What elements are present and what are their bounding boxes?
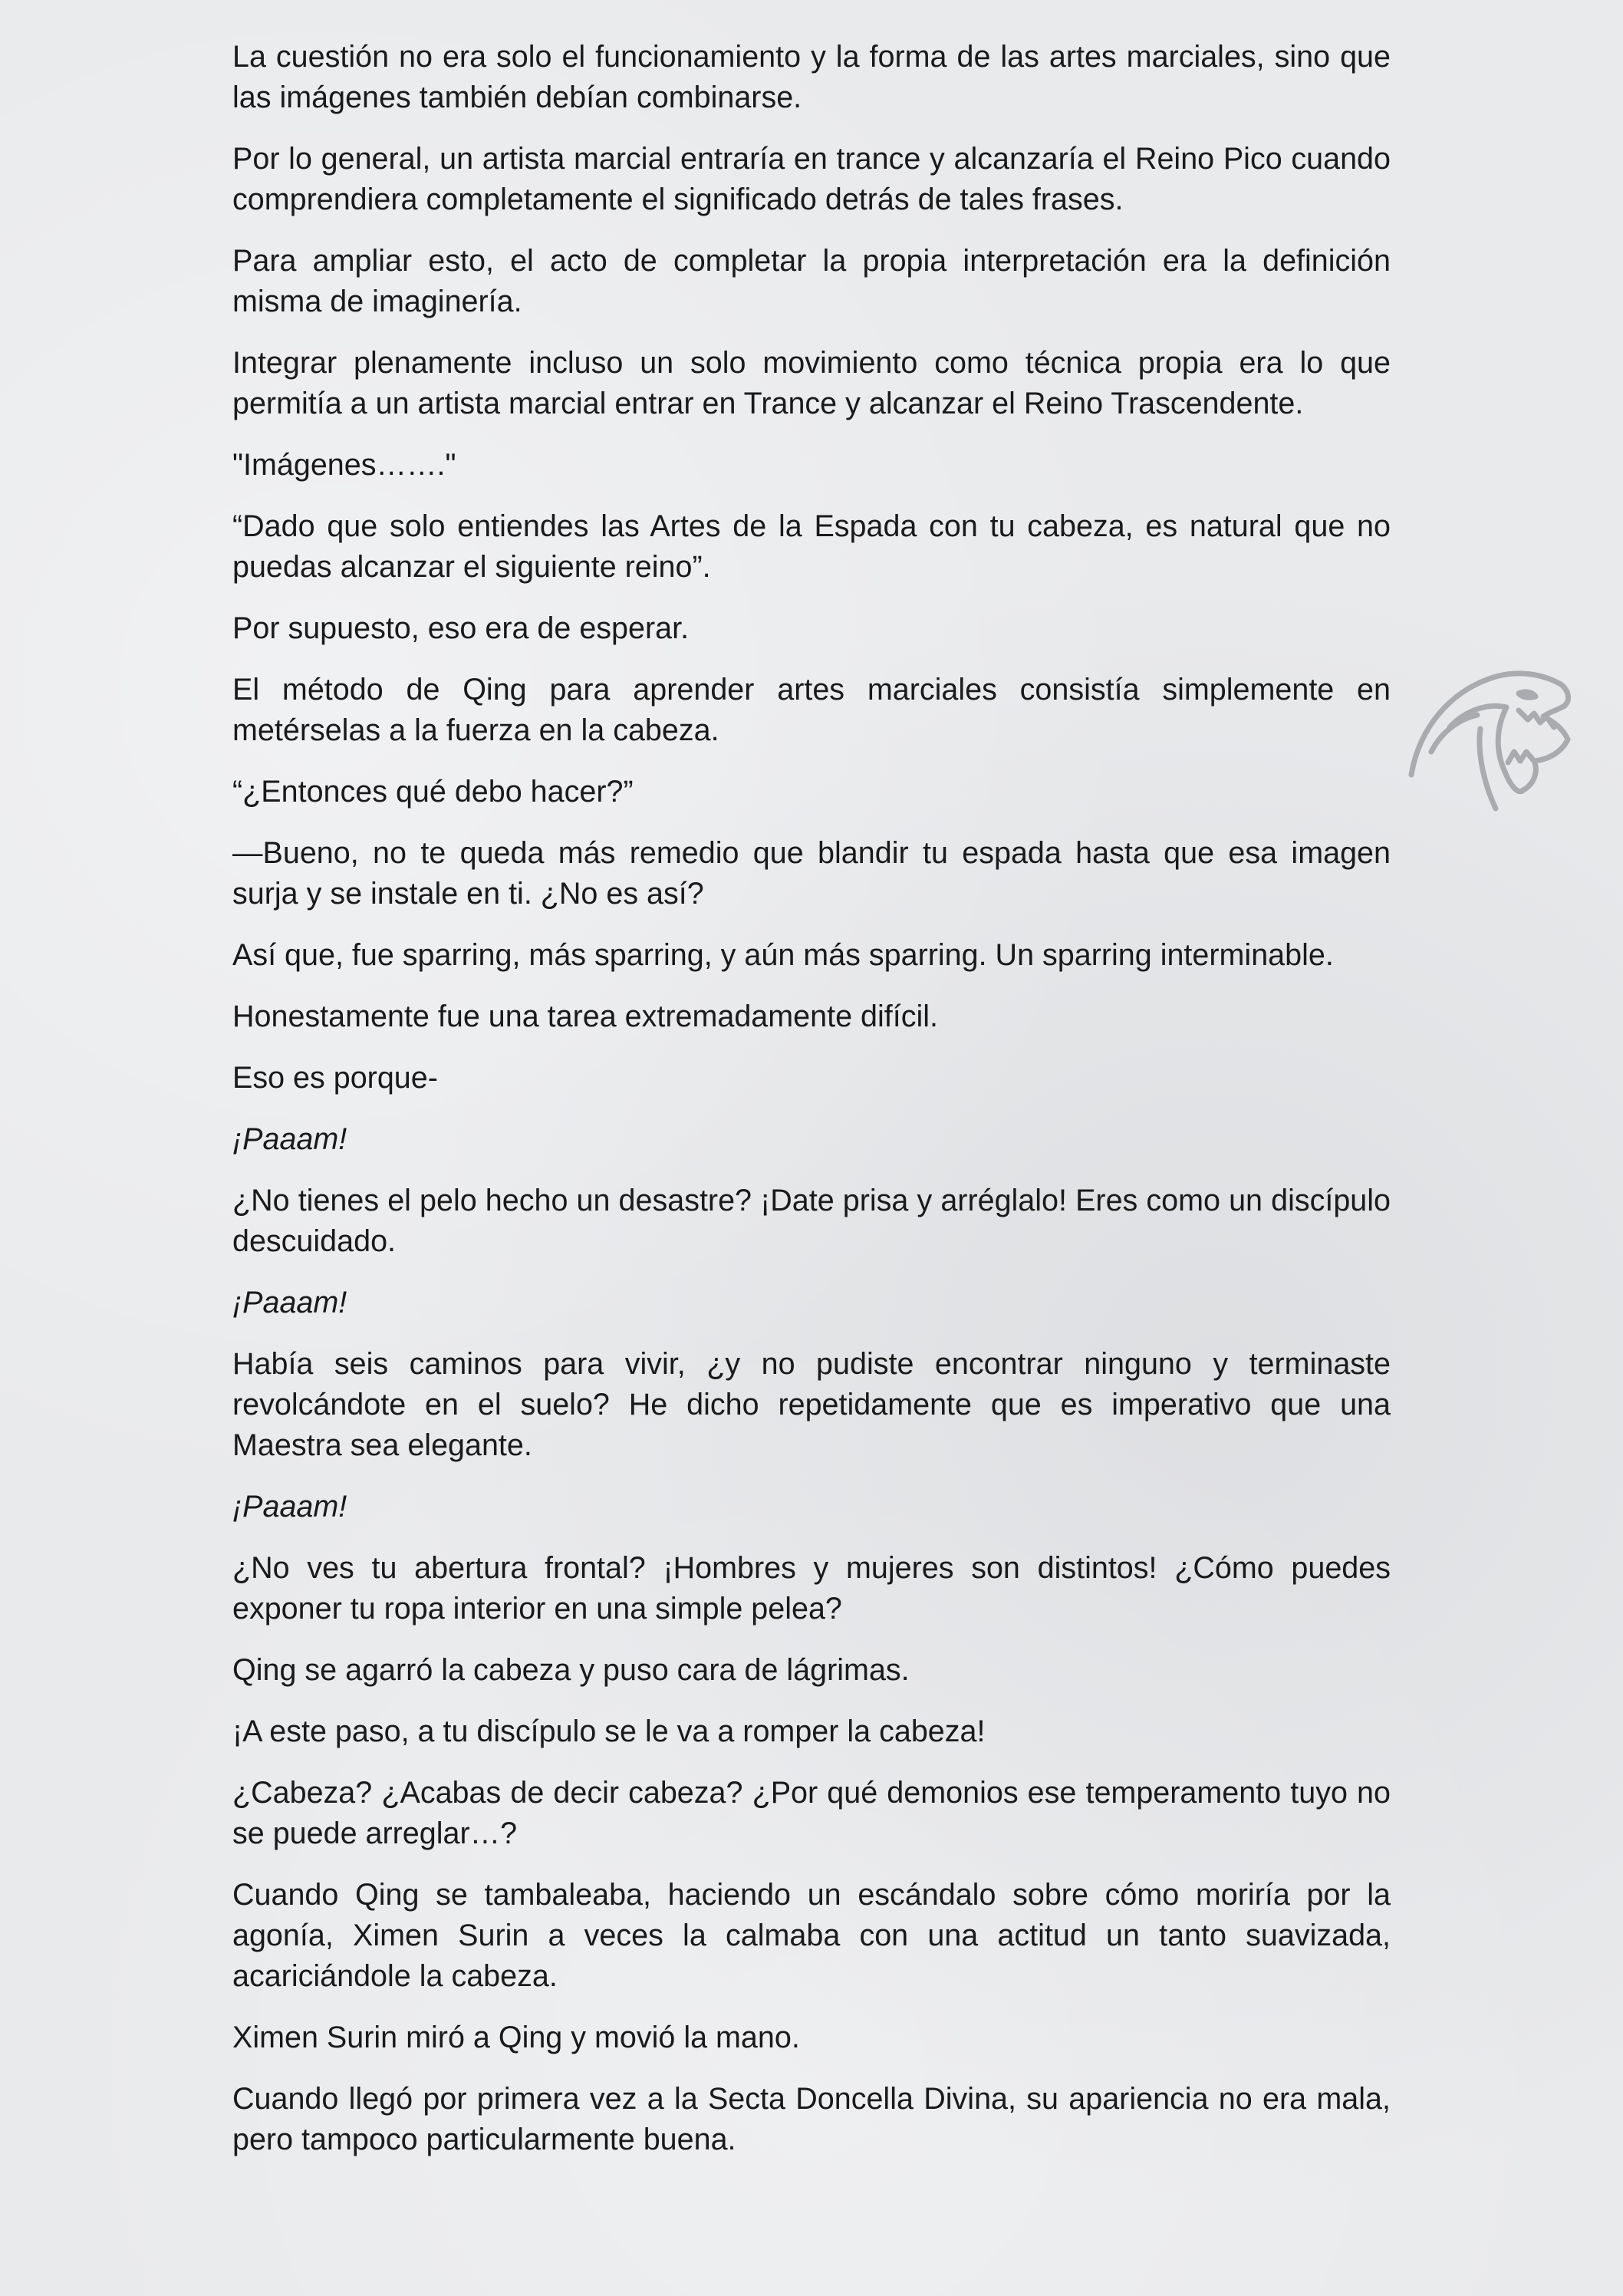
- paragraph-2: Por lo general, un artista marcial entraría en trance y alcanzaría el Reino Pico cuando comprendiera completamente el significado detrás de tales frases.: [232, 142, 1391, 216]
- paragraph-24: Ximen Surin miró a Qing y movió la mano.: [232, 2021, 800, 2054]
- paragraph-15: ¿No tienes el pelo hecho un desastre? ¡Date prisa y arréglalo! Eres como un discípulo descuidado.: [232, 1184, 1391, 1258]
- paragraph-16: ¡Paaam!: [232, 1286, 347, 1319]
- paragraph-10: —Bueno, no te queda más remedio que blandir tu espada hasta que esa imagen surja y se instale en ti. ¿No es así?: [232, 836, 1391, 911]
- paragraph-4: Integrar plenamente incluso un solo movimiento como técnica propia era lo que permitía a un artista marcial entrar en Trance y alcanzar el Reino Trascendente.: [232, 346, 1391, 420]
- paragraph-5: "Imágenes…….": [232, 448, 456, 482]
- dinosaur-head-logo-icon: [1404, 637, 1580, 828]
- paragraph-17: Había seis caminos para vivir, ¿y no pudiste encontrar ninguno y terminaste revolcándote en el suelo? He dicho repetidamente que es imperativo que una Maestra sea elegante.: [232, 1347, 1391, 1462]
- paragraph-18: ¡Paaam!: [232, 1490, 347, 1524]
- paragraph-19: ¿No ves tu abertura frontal? ¡Hombres y mujeres son distintos! ¿Cómo puedes exponer tu ropa interior en una simple pelea?: [232, 1551, 1391, 1626]
- paragraph-9: “¿Entonces qué debo hacer?”: [232, 775, 634, 809]
- paragraph-25: Cuando llegó por primera vez a la Secta Doncella Divina, su apariencia no era mala, pero tampoco particularmente buena.: [232, 2082, 1391, 2156]
- paragraph-21: ¡A este paso, a tu discípulo se le va a romper la cabeza!: [232, 1715, 986, 1748]
- document-body: [232, 37, 1391, 2181]
- paragraph-22: ¿Cabeza? ¿Acabas de decir cabeza? ¿Por qué demonios ese temperamento tuyo no se puede arreglar…?: [232, 1776, 1391, 1850]
- paragraph-23: Cuando Qing se tambaleaba, haciendo un escándalo sobre cómo moriría por la agonía, Ximen Surin a veces la calmaba con una actitud un tanto suavizada, acariciándole la cabeza.: [232, 1878, 1391, 1993]
- paragraph-14: ¡Paaam!: [232, 1122, 347, 1156]
- paragraph-3: Para ampliar esto, el acto de completar la propia interpretación era la definición misma de imaginería.: [232, 244, 1391, 318]
- paragraph-6: “Dado que solo entiendes las Artes de la Espada con tu cabeza, es natural que no puedas alcanzar el siguiente reino”.: [232, 509, 1391, 584]
- paragraph-11: Así que, fue sparring, más sparring, y aún más sparring. Un sparring interminable.: [232, 938, 1334, 972]
- paragraph-8: El método de Qing para aprender artes marciales consistía simplemente en metérselas a la fuerza en la cabeza.: [232, 673, 1391, 747]
- paragraph-1: La cuestión no era solo el funcionamiento y la forma de las artes marciales, sino que las imágenes también debían combinarse.: [232, 40, 1391, 114]
- paragraph-7: Por supuesto, eso era de esperar.: [232, 611, 690, 645]
- paragraph-20: Qing se agarró la cabeza y puso cara de lágrimas.: [232, 1653, 910, 1687]
- paragraph-13: Eso es porque-: [232, 1061, 438, 1095]
- paragraph-12: Honestamente fue una tarea extremadamente difícil.: [232, 1000, 938, 1033]
